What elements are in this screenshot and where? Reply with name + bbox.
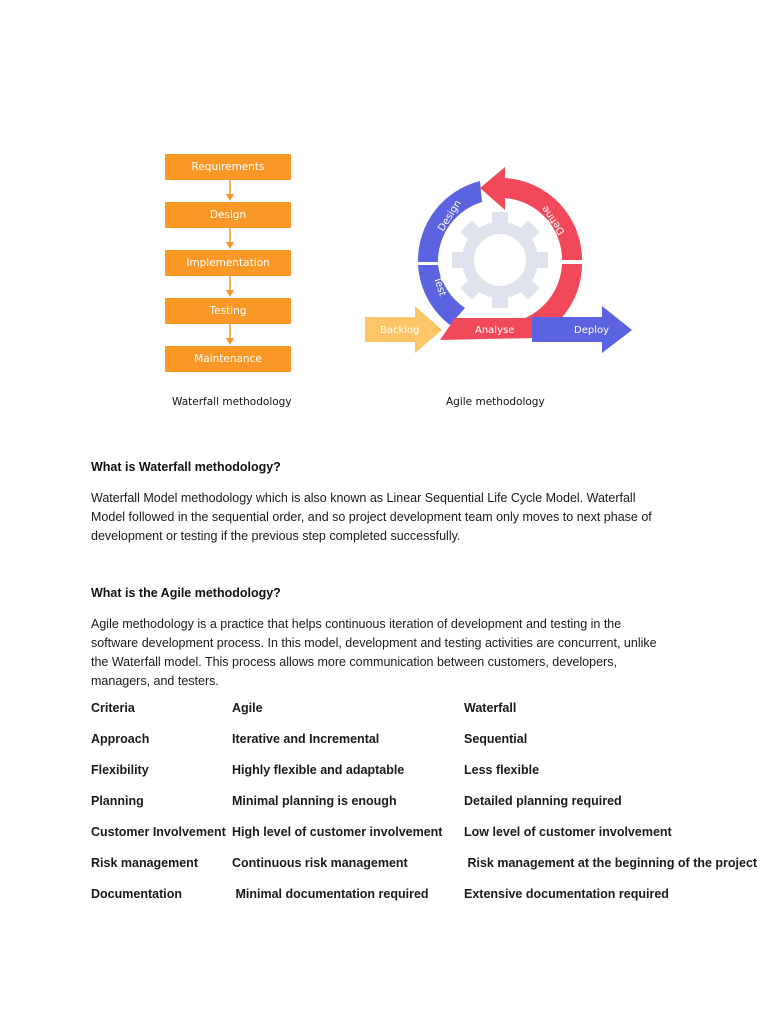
waterfall-step-requirements: Requirements	[165, 154, 291, 180]
table-cell: Less flexible	[464, 763, 540, 777]
agile-label-define: Define	[539, 203, 568, 237]
table-cell: Low level of customer involvement	[464, 825, 672, 839]
section-heading-waterfall: What is Waterfall methodology?	[91, 460, 281, 474]
table-row	[91, 856, 761, 887]
waterfall-step-implementation: Implementation	[165, 250, 291, 276]
table-row	[91, 887, 761, 918]
table-cell: Continuous risk management	[232, 856, 408, 870]
table-cell: Minimal documentation required	[232, 887, 429, 901]
section-paragraph-waterfall	[91, 489, 681, 546]
paragraph-line: managers, and testers.	[91, 674, 219, 688]
waterfall-caption: Waterfall methodology	[172, 396, 292, 408]
table-cell: Minimal planning is enough	[232, 794, 397, 808]
methodology-figure	[0, 0, 768, 420]
agile-caption: Agile methodology	[446, 396, 545, 408]
agile-diagram	[360, 160, 640, 360]
agile-label-design: Design	[436, 198, 464, 234]
down-arrow-icon	[225, 324, 235, 346]
table-row	[91, 732, 761, 763]
paragraph-line: Waterfall Model methodology which is also known as Linear Sequential Life Cycle Model. Waterfall	[91, 491, 636, 505]
paragraph-line: development or testing if the previous step completed successfully.	[91, 529, 461, 543]
table-row	[91, 825, 761, 856]
section-paragraph-agile	[91, 615, 681, 691]
paragraph-line: software development process. In this model, development and testing activities are concurrent, unlike	[91, 636, 657, 650]
table-cell: Criteria	[91, 701, 135, 715]
table-cell: Flexibility	[91, 763, 149, 777]
paragraph-line: the Waterfall model. This process allows more communication between customers, developers,	[91, 655, 617, 669]
table-cell: Agile	[232, 701, 263, 715]
table-cell: Documentation	[91, 887, 182, 901]
down-arrow-icon	[225, 276, 235, 298]
agile-label-backlog: Backlog	[380, 325, 420, 336]
table-cell: Detailed planning required	[464, 794, 622, 808]
waterfall-step-testing: Testing	[165, 298, 291, 324]
table-cell: Extensive documentation required	[464, 887, 669, 901]
waterfall-step-maintenance: Maintenance	[165, 346, 291, 372]
paragraph-line: Model followed in the sequential order, and so project development team only moves to next phase of	[91, 510, 652, 524]
table-header-row	[91, 701, 761, 732]
waterfall-step-design: Design	[165, 202, 291, 228]
table-cell: Highly flexible and adaptable	[232, 763, 405, 777]
table-cell: Approach	[91, 732, 150, 746]
agile-label-analyse: Analyse	[475, 325, 515, 336]
table-cell: Sequential	[464, 732, 528, 746]
table-cell: Waterfall	[464, 701, 517, 715]
paragraph-line: Agile methodology is a practice that helps continuous iteration of development and testing in the	[91, 617, 622, 631]
table-cell: High level of customer involvement	[232, 825, 443, 839]
table-cell: Customer Involvement	[91, 825, 226, 839]
down-arrow-icon	[225, 228, 235, 250]
gear-icon	[452, 212, 548, 308]
down-arrow-icon	[225, 180, 235, 202]
table-row	[91, 763, 761, 794]
table-cell: Risk management	[91, 856, 198, 870]
section-heading-agile: What is the Agile methodology?	[91, 586, 281, 600]
table-cell: Risk management at the beginning of the project	[464, 856, 758, 870]
comparison-table	[91, 701, 761, 918]
table-cell: Planning	[91, 794, 144, 808]
table-cell: Iterative and Incremental	[232, 732, 380, 746]
agile-label-test: Test	[431, 275, 448, 298]
agile-label-deploy: Deploy	[574, 325, 610, 336]
table-row	[91, 794, 761, 825]
